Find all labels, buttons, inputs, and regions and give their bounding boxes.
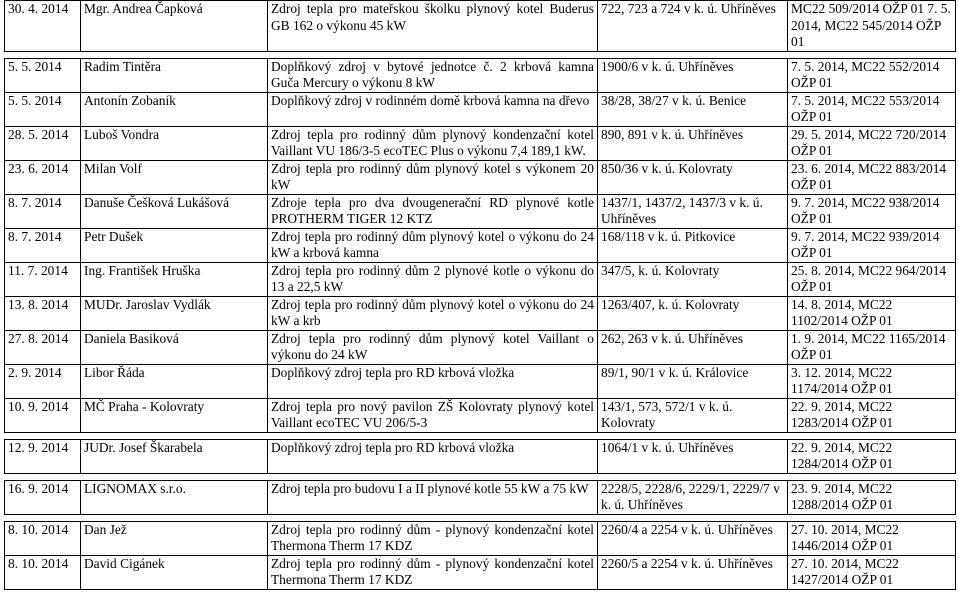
row-spacer <box>5 51 956 58</box>
spacer-cell <box>5 51 81 58</box>
table-row <box>5 480 956 514</box>
permit-date-cell: 16. 9. 2014 <box>5 480 81 514</box>
spacer-cell <box>81 432 268 439</box>
heat-source-description-cell: Zdroj tepla pro rodinný dům - plynový kondenzační kotel Thermona Therm 17 KDZ <box>268 555 598 589</box>
decision-reference-cell: 9. 7. 2014, MC22 939/2014 OŽP 01 <box>788 228 956 262</box>
table-row <box>5 92 956 126</box>
table-row <box>5 228 956 262</box>
permit-date-cell: 28. 5. 2014 <box>5 126 81 160</box>
heat-source-description-cell: Zdroj tepla pro rodinný dům 2 plynové kotle o výkonu do 13 a 22,5 kW <box>268 262 598 296</box>
spacer-cell <box>598 514 788 521</box>
applicant-name-cell: Ing. František Hruška <box>81 262 268 296</box>
table-row <box>5 58 956 92</box>
table-row <box>5 1 956 52</box>
decision-reference-cell: 1. 9. 2014, MC22 1165/2014 OŽP 01 <box>788 330 956 364</box>
permit-date-cell: 12. 9. 2014 <box>5 439 81 473</box>
spacer-cell <box>81 514 268 521</box>
parcel-location-cell: 168/118 v k. ú. Pitkovice <box>598 228 788 262</box>
parcel-location-cell: 38/28, 38/27 v k. ú. Benice <box>598 92 788 126</box>
heat-source-description-cell: Zdroj tepla pro nový pavilon ZŠ Kolovraty plynový kotel Vaillant ecoTEC VU 206/5-3 <box>268 398 598 432</box>
table-row <box>5 262 956 296</box>
permit-date-cell: 23. 6. 2014 <box>5 160 81 194</box>
parcel-location-cell: 1900/6 v k. ú. Uhříněves <box>598 58 788 92</box>
decision-reference-cell: MC22 509/2014 OŽP 01 7. 5. 2014, MC22 545/2014 OŽP 01 <box>788 1 956 52</box>
spacer-cell <box>788 514 956 521</box>
row-spacer <box>5 432 956 439</box>
spacer-cell <box>598 473 788 480</box>
spacer-cell <box>598 51 788 58</box>
spacer-cell <box>5 473 81 480</box>
table-row <box>5 364 956 398</box>
decision-reference-cell: 7. 5. 2014, MC22 552/2014 OŽP 01 <box>788 58 956 92</box>
decision-reference-cell: 27. 10. 2014, MC22 1446/2014 OŽP 01 <box>788 521 956 555</box>
decision-reference-cell: 29. 5. 2014, MC22 720/2014 OŽP 01 <box>788 126 956 160</box>
heat-source-description-cell: Zdroj tepla pro mateřskou školku plynový kotel Buderus GB 162 o výkonu 45 kW <box>268 1 598 52</box>
spacer-cell <box>788 432 956 439</box>
permit-date-cell: 5. 5. 2014 <box>5 58 81 92</box>
table-row <box>5 521 956 555</box>
table-row <box>5 194 956 228</box>
applicant-name-cell: LIGNOMAX s.r.o. <box>81 480 268 514</box>
parcel-location-cell: 2260/5 a 2254 v k. ú. Uhříněves <box>598 555 788 589</box>
spacer-cell <box>268 514 598 521</box>
heat-source-description-cell: Zdroj tepla pro rodinný dům plynový kotel o výkonu do 24 kW a krbová kamna <box>268 228 598 262</box>
decision-reference-cell: 22. 9. 2014, MC22 1284/2014 OŽP 01 <box>788 439 956 473</box>
permit-date-cell: 2. 9. 2014 <box>5 364 81 398</box>
spacer-cell <box>5 514 81 521</box>
parcel-location-cell: 722, 723 a 724 v k. ú. Uhříněves <box>598 1 788 52</box>
parcel-location-cell: 347/5, k. ú. Kolovraty <box>598 262 788 296</box>
heat-source-description-cell: Doplňkový zdroj v bytové jednotce č. 2 krbová kamna Guča Mercury o výkonu 8 kW <box>268 58 598 92</box>
parcel-location-cell: 2260/4 a 2254 v k. ú. Uhříněves <box>598 521 788 555</box>
permit-date-cell: 11. 7. 2014 <box>5 262 81 296</box>
applicant-name-cell: David Cigánek <box>81 555 268 589</box>
applicant-name-cell: MČ Praha - Kolovraty <box>81 398 268 432</box>
spacer-cell <box>268 51 598 58</box>
parcel-location-cell: 1263/407, k. ú. Kolovraty <box>598 296 788 330</box>
applicant-name-cell: Mgr. Andrea Čapková <box>81 1 268 52</box>
spacer-cell <box>268 473 598 480</box>
heat-source-description-cell: Zdroj tepla pro rodinný dům - plynový kondenzační kotel Thermona Therm 17 KDZ <box>268 521 598 555</box>
decision-reference-cell: 14. 8. 2014, MC22 1102/2014 OŽP 01 <box>788 296 956 330</box>
spacer-cell <box>81 51 268 58</box>
table-row <box>5 126 956 160</box>
permit-date-cell: 27. 8. 2014 <box>5 330 81 364</box>
parcel-location-cell: 890, 891 v k. ú. Uhříněves <box>598 126 788 160</box>
applicant-name-cell: Libor Řáda <box>81 364 268 398</box>
applicant-name-cell: Daniela Basiková <box>81 330 268 364</box>
parcel-location-cell: 89/1, 90/1 v k. ú. Královice <box>598 364 788 398</box>
permit-date-cell: 13. 8. 2014 <box>5 296 81 330</box>
parcel-location-cell: 2228/5, 2228/6, 2229/1, 2229/7 v k. ú. Uhříněves <box>598 480 788 514</box>
applicant-name-cell: Dan Jež <box>81 521 268 555</box>
decision-reference-cell: 7. 5. 2014, MC22 553/2014 OŽP 01 <box>788 92 956 126</box>
spacer-cell <box>268 432 598 439</box>
decision-reference-cell: 23. 6. 2014, MC22 883/2014 OŽP 01 <box>788 160 956 194</box>
parcel-location-cell: 143/1, 573, 572/1 v k. ú. Kolovraty <box>598 398 788 432</box>
table-row <box>5 296 956 330</box>
parcel-location-cell: 1437/1, 1437/2, 1437/3 v k. ú. Uhříněves <box>598 194 788 228</box>
permits-table-body <box>5 1 956 590</box>
heat-source-description-cell: Doplňkový zdroj tepla pro RD krbová vložka <box>268 439 598 473</box>
table-row <box>5 160 956 194</box>
table-row <box>5 439 956 473</box>
applicant-name-cell: Petr Dušek <box>81 228 268 262</box>
applicant-name-cell: Milan Volf <box>81 160 268 194</box>
applicant-name-cell: JUDr. Josef Škarabela <box>81 439 268 473</box>
heat-source-description-cell: Zdroj tepla pro rodinný dům plynový kotel s výkonem 20 kW <box>268 160 598 194</box>
table-row <box>5 330 956 364</box>
permit-date-cell: 8. 10. 2014 <box>5 555 81 589</box>
decision-reference-cell: 27. 10. 2014, MC22 1427/2014 OŽP 01 <box>788 555 956 589</box>
applicant-name-cell: Radim Tintěra <box>81 58 268 92</box>
permit-date-cell: 8. 7. 2014 <box>5 228 81 262</box>
heat-source-description-cell: Zdroj tepla pro rodinný dům plynový kondenzační kotel Vaillant VU 186/3-5 ecoTEC Plus o výkonu 7,4 189,1 kW. <box>268 126 598 160</box>
permit-date-cell: 8. 10. 2014 <box>5 521 81 555</box>
parcel-location-cell: 850/36 v k. ú. Kolovraty <box>598 160 788 194</box>
applicant-name-cell: Luboš Vondra <box>81 126 268 160</box>
permit-date-cell: 8. 7. 2014 <box>5 194 81 228</box>
spacer-cell <box>81 473 268 480</box>
spacer-cell <box>788 473 956 480</box>
decision-reference-cell: 9. 7. 2014, MC22 938/2014 OŽP 01 <box>788 194 956 228</box>
heat-source-description-cell: Zdroj tepla pro budovu I a II plynové kotle 55 kW a 75 kW <box>268 480 598 514</box>
spacer-cell <box>788 51 956 58</box>
row-spacer <box>5 514 956 521</box>
parcel-location-cell: 1064/1 v k. ú. Uhříněves <box>598 439 788 473</box>
table-row <box>5 555 956 589</box>
permit-date-cell: 5. 5. 2014 <box>5 92 81 126</box>
parcel-location-cell: 262, 263 v k. ú. Uhříněves <box>598 330 788 364</box>
table-row <box>5 398 956 432</box>
heat-source-description-cell: Doplňkový zdroj v rodinném domě krbová kamna na dřevo <box>268 92 598 126</box>
heat-source-description-cell: Zdroj tepla pro rodinný dům plynový kotel o výkonu do 24 kW a krb <box>268 296 598 330</box>
row-spacer <box>5 473 956 480</box>
spacer-cell <box>598 432 788 439</box>
decision-reference-cell: 22. 9. 2014, MC22 1283/2014 OŽP 01 <box>788 398 956 432</box>
heat-source-description-cell: Zdroj tepla pro rodinný dům plynový kotel Vaillant o výkonu do 24 kW <box>268 330 598 364</box>
decision-reference-cell: 3. 12. 2014, MC22 1174/2014 OŽP 01 <box>788 364 956 398</box>
decision-reference-cell: 23. 9. 2014, MC22 1288/2014 OŽP 01 <box>788 480 956 514</box>
heat-source-description-cell: Zdroje tepla pro dva dvougenerační RD plynové kotle PROTHERM TIGER 12 KTZ <box>268 194 598 228</box>
permit-date-cell: 30. 4. 2014 <box>5 1 81 52</box>
applicant-name-cell: MUDr. Jaroslav Vydlák <box>81 296 268 330</box>
applicant-name-cell: Danuše Češková Lukášová <box>81 194 268 228</box>
permit-date-cell: 10. 9. 2014 <box>5 398 81 432</box>
spacer-cell <box>5 432 81 439</box>
decision-reference-cell: 25. 8. 2014, MC22 964/2014 OŽP 01 <box>788 262 956 296</box>
heat-source-description-cell: Doplňkový zdroj tepla pro RD krbová vložka <box>268 364 598 398</box>
permits-table <box>4 0 956 590</box>
applicant-name-cell: Antonín Zobaník <box>81 92 268 126</box>
